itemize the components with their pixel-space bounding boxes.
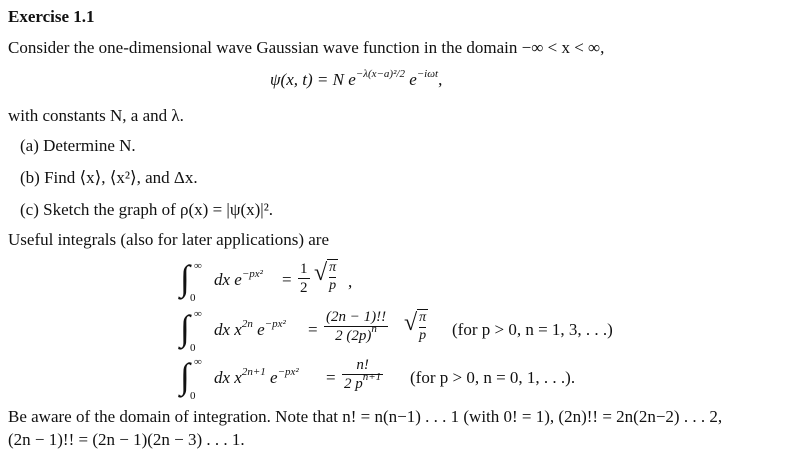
wavefunction-equation: [270, 70, 442, 90]
equals-sign: =: [326, 368, 336, 387]
integral-sign: ∫: [180, 356, 190, 396]
integral-lower-limit: 0: [190, 390, 196, 402]
integral-1: [180, 258, 480, 302]
integral-condition: (for p > 0, n = 1, 3, . . .): [452, 320, 613, 339]
equals-sign: =: [282, 270, 292, 289]
item-text: Determine N.: [43, 136, 136, 155]
integral-sign: ∫: [180, 308, 190, 348]
integral-3: [180, 354, 640, 402]
wavefunction-exponent-2: −iωt: [416, 68, 439, 80]
integral-upper-limit: ∞: [194, 356, 202, 368]
integrand: dx $e^{-px^2}$: [214, 268, 263, 289]
list-item: [20, 200, 273, 220]
item-label: (c): [20, 200, 39, 219]
integral-condition: (for p > 0, n = 0, 1, . . .).: [410, 368, 576, 387]
fraction: $\frac{n!}{2 p^{n+1}}$: [344, 357, 382, 392]
integrand: dx $x^{2n}$ $e^{-px^2}$: [214, 318, 286, 339]
integral-suffix: ,: [348, 272, 353, 291]
square-root: √ $\frac{\pi}{p}$: [314, 260, 337, 293]
item-text: Find ⟨x⟩, ⟨x²⟩, and Δx.: [44, 168, 198, 187]
exercise-title: Exercise 1.1: [8, 7, 95, 26]
item-label: (b): [20, 168, 40, 187]
fraction: $\frac{(2n - 1)!!}{2 (2p)^n}$: [326, 309, 387, 344]
item-label: (a): [20, 136, 39, 155]
item-text: Sketch the graph of ρ(x) = |ψ(x)|².: [43, 200, 274, 219]
wavefunction-end: ,: [438, 70, 443, 89]
wavefunction-mid: e: [404, 70, 417, 89]
integral-sign: ∫: [180, 258, 190, 298]
integral-lower-limit: 0: [190, 342, 196, 354]
intro-text: Consider the one-dimensional wave Gaussian wave function in the domain −∞ < x < ∞,: [8, 38, 605, 57]
integral-upper-limit: ∞: [194, 260, 202, 272]
equals-sign: =: [308, 320, 318, 339]
integrand: dx $x^{2n+1}$ $e^{-px^2}$: [214, 366, 299, 387]
constants-line: with constants N, a and λ.: [8, 106, 184, 125]
list-item: [20, 168, 198, 188]
square-root: √ $\frac{\pi}{p}$: [404, 310, 427, 343]
closing-text-line-1: Be aware of the domain of integration. Note that n! = n(n−1) . . . 1 (with 0! = 1), (2n)!! = 2n(2n−2) . . . 2,: [8, 407, 723, 426]
wavefunction-exponent-1: −λ(x−a)²/2: [355, 68, 405, 80]
integral-upper-limit: ∞: [194, 308, 202, 320]
closing-text-line-2: (2n − 1)!! = (2n − 1)(2n − 3) . . . 1.: [8, 430, 245, 449]
useful-integrals-heading: Useful integrals (also for later applications) are: [8, 230, 329, 249]
fraction: $\frac{1}{2}$: [300, 261, 308, 296]
list-item: [20, 136, 136, 156]
integral-2: [180, 306, 640, 354]
wavefunction-lhs: ψ(x, t) = N e: [270, 70, 356, 89]
integral-lower-limit: 0: [190, 292, 196, 304]
